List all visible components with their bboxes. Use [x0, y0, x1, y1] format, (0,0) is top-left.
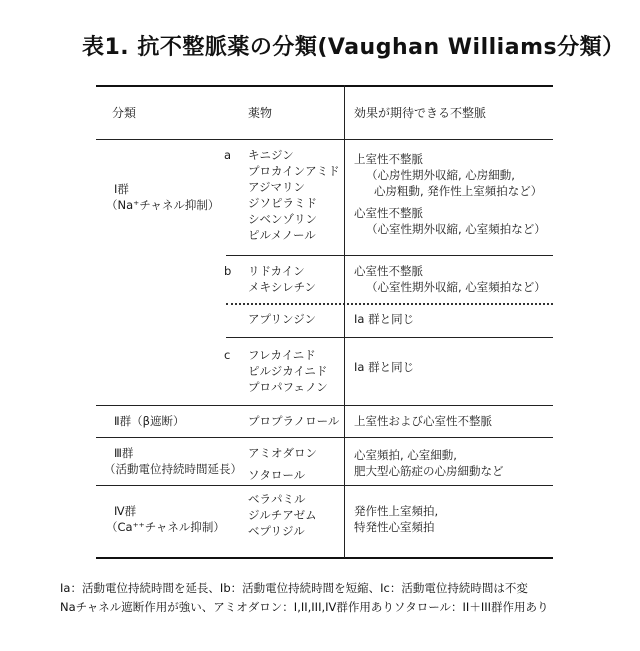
group3-effect-list — [354, 447, 504, 479]
drug-name: ソタロール — [248, 468, 306, 482]
ib-effect-list — [354, 263, 546, 295]
drug-name: ピルメノール — [248, 228, 316, 242]
drug-name: アミオダロン — [248, 446, 317, 460]
header-bottom-border — [96, 139, 553, 140]
group1-group2-divider — [96, 405, 553, 406]
drug-name: メキシレチン — [248, 280, 317, 294]
classification-table — [96, 85, 553, 559]
drug-name: ピルジカイニド — [248, 364, 328, 378]
subclass-b-label: b — [224, 264, 232, 278]
group2-drug-list — [248, 413, 339, 429]
drug-name: プロカインアミド — [248, 164, 340, 178]
drug-name: リドカイン — [248, 264, 305, 278]
effect-text: 上室性不整脈 — [354, 152, 423, 166]
drug-name: アジマリン — [248, 180, 306, 194]
group3-desc: （活動電位持続時間延長） — [104, 462, 242, 476]
drug-name: アプリンジン — [248, 312, 316, 326]
group2-effect-list — [354, 413, 492, 429]
effect-text: 特発性心室頻拍 — [354, 520, 435, 534]
subclass-c-label: c — [224, 348, 231, 362]
group1-desc: （Na⁺チャネル抑制） — [106, 198, 220, 212]
ic-effect-list — [354, 359, 414, 375]
page-title: 表1. 抗不整脈薬の分類(Vaughan Williams分類） — [82, 35, 625, 60]
group2-group3-divider — [96, 437, 553, 438]
group4-desc: （Ca⁺⁺チャネル抑制） — [106, 520, 225, 534]
drug-name: ベラパミル — [248, 492, 306, 506]
effect-text: 心室性不整脈 — [354, 264, 423, 278]
ia-ib-divider — [226, 255, 553, 256]
effect-text: 心室性不整脈 — [354, 206, 423, 220]
drug-name: プロプラノロール — [248, 414, 340, 428]
drug-name: プロパフェノン — [248, 380, 328, 394]
drug-name: キニジン — [248, 148, 294, 162]
ia-drug-list — [248, 147, 340, 243]
effect-text: 上室性および心室性不整脈 — [354, 414, 492, 428]
drug-name: ジソピラミド — [248, 196, 317, 210]
header-class: 分類 — [112, 106, 137, 120]
footnote-line-2: Naチャネル遮断作用が強い、アミオダロン：I,II,III,IV群作用ありソタロール：II＋III群作用あり — [60, 600, 549, 614]
group4-name: Ⅳ群 — [114, 504, 137, 518]
table-top-border — [96, 85, 553, 87]
group3-group4-divider — [96, 485, 553, 486]
drug-name: シベンゾリン — [248, 212, 317, 226]
effect-text: （心室性期外収縮, 心室頻拍など） — [366, 280, 546, 294]
effect-text: Ⅰa 群と同じ — [354, 360, 415, 374]
group3-drug-list — [248, 445, 317, 483]
drug-name: フレカイニド — [248, 348, 316, 362]
ia-effect-list — [354, 151, 546, 237]
table-bottom-border — [96, 557, 553, 559]
group4-effect-list — [354, 503, 438, 535]
subclass-a-label: a — [224, 148, 232, 162]
effect-text: Ⅰa 群と同じ — [354, 312, 415, 326]
aprindine-drug-list — [248, 311, 316, 327]
ib-ic-divider — [226, 337, 553, 338]
header-drug: 薬物 — [248, 106, 273, 120]
effect-text: 心室頻拍, 心室細動, — [354, 448, 457, 462]
group1-name: Ⅰ群 — [114, 182, 129, 196]
effect-text: 発作性上室頻拍, — [354, 504, 439, 518]
effect-text: （心室性期外収縮, 心室頻拍など） — [366, 222, 546, 236]
effect-text: （心房性期外収縮, 心房細動, — [366, 168, 515, 182]
group2-name: Ⅱ群（β遮断） — [114, 414, 185, 428]
drug-effect-column-divider — [344, 85, 345, 558]
header-effect: 効果が期待できる不整脈 — [354, 106, 487, 120]
drug-name: ベプリジル — [248, 524, 305, 538]
effect-text: 心房粗動, 発作性上室頻拍など） — [374, 184, 543, 198]
ib-aprindine-divider — [226, 303, 553, 305]
footnote-line-1: Ia：活動電位持続時間を延長、Ib：活動電位持続時間を短縮、Ic：活動電位持続時間は不変 — [60, 581, 528, 595]
group3-name: Ⅲ群 — [114, 446, 134, 460]
aprindine-effect-list — [354, 311, 414, 327]
effect-text: 肥大型心筋症の心房細動など — [354, 464, 504, 478]
ib-drug-list — [248, 263, 316, 295]
ic-drug-list — [248, 347, 328, 395]
group4-drug-list — [248, 491, 317, 539]
drug-name: ジルチアゼム — [248, 508, 317, 522]
